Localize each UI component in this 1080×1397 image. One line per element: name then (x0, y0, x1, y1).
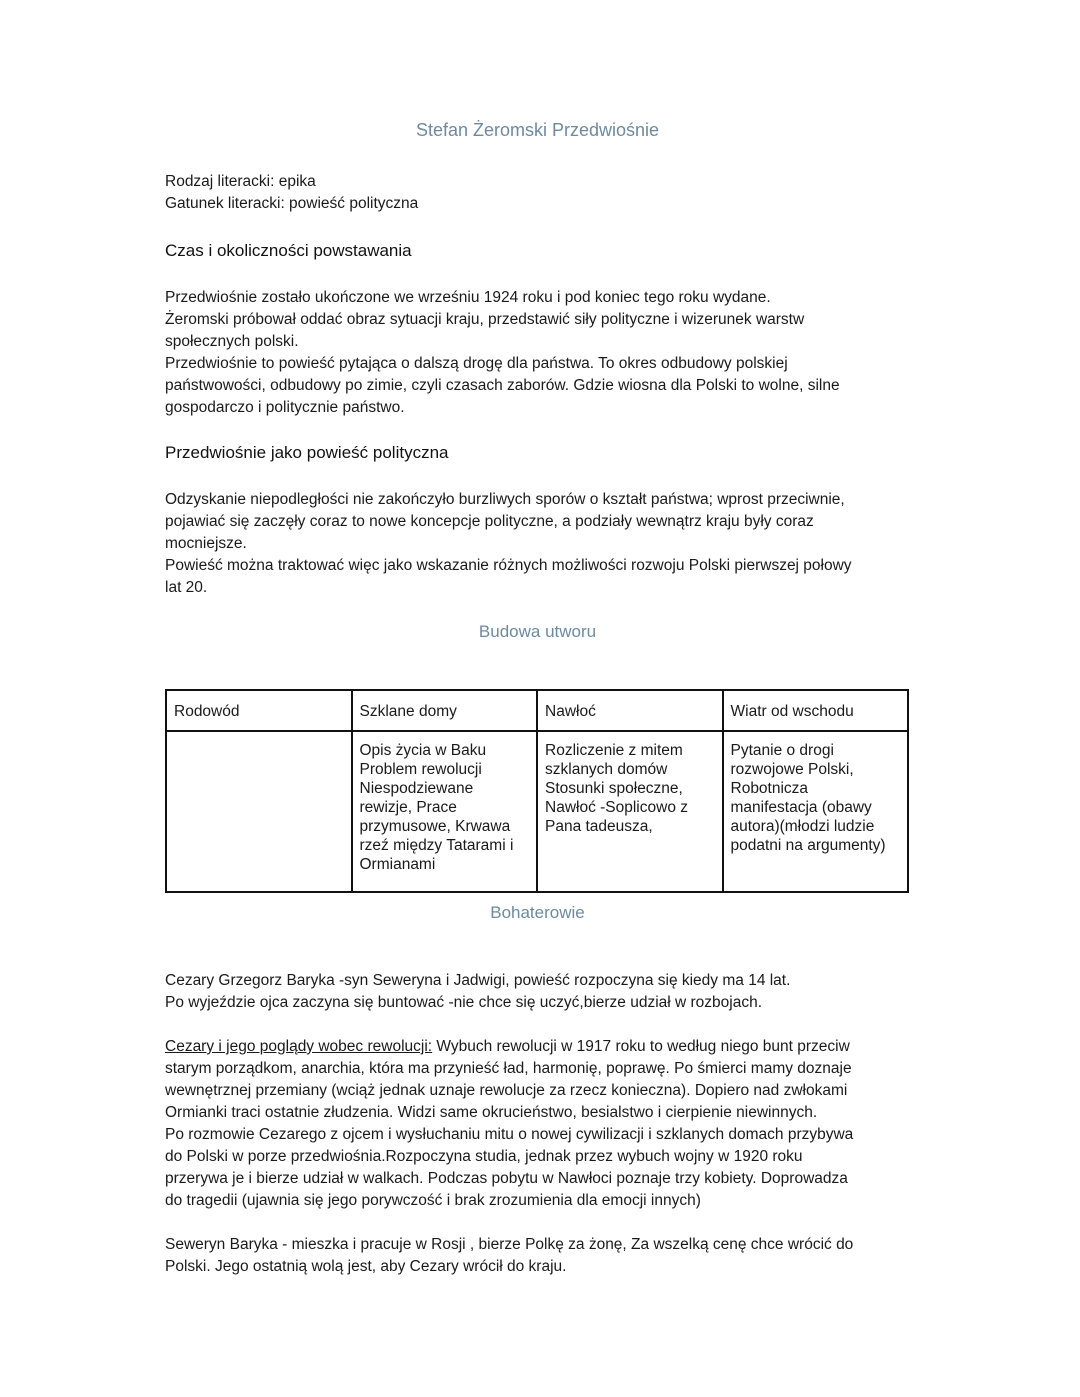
cell-line: Pytanie o drogi (730, 742, 834, 759)
cell-line: Niespodziewane (359, 780, 474, 797)
cell-line: rozwojowe Polski, (730, 761, 854, 778)
heroes-paragraph-revolution (165, 1036, 910, 1212)
table-cell-rodowod (166, 731, 352, 892)
paragraph-line: Przedwiośnie zostało ukończone we wrześniu 1924 roku i pod koniec tego roku wydane. (165, 289, 771, 306)
paragraph-line: Po wyjeździe ojca zaczyna się buntować -nie chce się uczyć,bierze udział w rozbojach. (165, 994, 763, 1011)
column-header-rodowod: Rodowód (166, 690, 352, 731)
table-cell-nawloc (537, 731, 723, 892)
genre-kind: Rodzaj literacki: epika (165, 173, 316, 190)
column-header-szklane-domy: Szklane domy (352, 690, 538, 731)
cell-line: szklanych domów (545, 761, 668, 778)
paragraph-line: państwowości, odbudowy po zimie, czyli czasach zaborów. Gdzie wiosna dla Polski to wolne, silne (165, 377, 840, 394)
paragraph-line: Seweryn Baryka - mieszka i pracuje w Rosji , bierze Polkę za żonę, Za wszelką cenę chce wrócić do (165, 1236, 854, 1253)
underlined-label: Cezary i jego poglądy wobec rewolucji: (165, 1038, 433, 1055)
paragraph-line: mocniejsze. (165, 535, 247, 552)
section-heading-structure: Budowa utworu (478, 622, 597, 641)
paragraph-line: starym porządkom, anarchia, która ma przynieść ład, harmonię, poprawę. Po śmierci mamy doznaje (165, 1060, 852, 1077)
paragraph-line: do tragedii (ujawnia się jego porywczość i brak zrozumienia dla emocji innych) (165, 1192, 701, 1209)
paragraph-line: Ormianki traci ostatnie złudzenia. Widzi same okrucieństwo, besialstwo i cierpienie niewinnych. (165, 1104, 818, 1121)
cell-line: Ormianami (359, 856, 436, 873)
paragraph-line: pojawiać się zaczęły coraz to nowe koncepcje polityczne, a podziały wewnątrz kraju były coraz (165, 513, 814, 530)
cell-line: rewizje, Prace (359, 799, 457, 816)
cell-line: Robotnicza (730, 780, 809, 797)
cell-line: Nawłoć -Soplicowo z (545, 799, 688, 816)
table-cell-szklane-domy (352, 731, 538, 892)
section-origins-text (165, 287, 910, 419)
paragraph-line: wewnętrznej przemiany (wciąż jednak uznaje rewolucje za rzecz konieczna). Dopiero nad zwłokami (165, 1082, 848, 1099)
column-header-wiatr-od-wschodu: Wiatr od wschodu (723, 690, 909, 731)
table-row (166, 731, 908, 892)
column-header-nawloc: Nawłoć (537, 690, 723, 731)
heroes-paragraph-seweryn (165, 1234, 910, 1278)
table-header-row (166, 690, 908, 731)
paragraph-line: społecznych polski. (165, 333, 299, 350)
cell-line: Opis życia w Baku (359, 742, 487, 759)
section-heading-heroes: Bohaterowie (490, 903, 585, 922)
section-political-text (165, 489, 910, 599)
paragraph-line: Powieść można traktować więc jako wskazanie różnych możliwości rozwoju Polski pierwszej połowy (165, 557, 852, 574)
cell-line: rzeź między Tatarami i (359, 837, 514, 854)
intro-block (165, 171, 910, 215)
document-title: Stefan Żeromski Przedwiośnie (415, 120, 660, 140)
paragraph-line: do Polski w porze przedwiośnia.Rozpoczyna studia, jednak przez wybuch wojny w 1920 roku (165, 1148, 803, 1165)
paragraph-line (165, 1036, 910, 1058)
cell-line: Problem rewolucji (359, 761, 482, 778)
paragraph-line: Żeromski próbował oddać obraz sytuacji kraju, przedstawić siły polityczne i wizerunek warstw (165, 311, 805, 328)
paragraph-line: gospodarczo i politycznie państwo. (165, 399, 405, 416)
heroes-paragraph-cezary (165, 970, 910, 1014)
structure-table (165, 689, 909, 893)
paragraph-line: Polski. Jego ostatnią wolą jest, aby Cezary wrócił do kraju. (165, 1258, 567, 1275)
paragraph-line: lat 20. (165, 579, 208, 596)
cell-line: przymusowe, Krwawa (359, 818, 511, 835)
table-cell-wiatr-od-wschodu (723, 731, 909, 892)
cell-line: Rozliczenie z mitem (545, 742, 683, 759)
paragraph-line: Po rozmowie Cezarego z ojcem i wysłuchaniu mitu o nowej cywilizacji i szklanych domach przybywa (165, 1126, 854, 1143)
paragraph-line: Przedwiośnie to powieść pytająca o dalszą drogę dla państwa. To okres odbudowy polskiej (165, 355, 788, 372)
section-heading-political: Przedwiośnie jako powieść polityczna (165, 443, 449, 462)
paragraph-line: Odzyskanie niepodległości nie zakończyło burzliwych sporów o kształt państwa; wprost przeciwnie, (165, 491, 845, 508)
cell-line: Pana tadeusza, (545, 818, 653, 835)
cell-line: autora)(młodzi ludzie (730, 818, 875, 835)
paragraph-text: Wybuch rewolucji w 1917 roku to według niego bunt przeciw (432, 1038, 850, 1055)
section-heading-origins: Czas i okoliczności powstawania (165, 241, 412, 260)
genre-type: Gatunek literacki: powieść polityczna (165, 195, 419, 212)
paragraph-line: przerywa je i bierze udział w walkach. Podczas pobytu w Nawłoci poznaje trzy kobiety. Doprowadza (165, 1170, 848, 1187)
cell-line: podatni na argumenty) (730, 837, 886, 854)
cell-line: manifestacja (obawy (730, 799, 872, 816)
cell-line: Stosunki społeczne, (545, 780, 683, 797)
paragraph-line: Cezary Grzegorz Baryka -syn Seweryna i Jadwigi, powieść rozpoczyna się kiedy ma 14 lat. (165, 972, 791, 989)
